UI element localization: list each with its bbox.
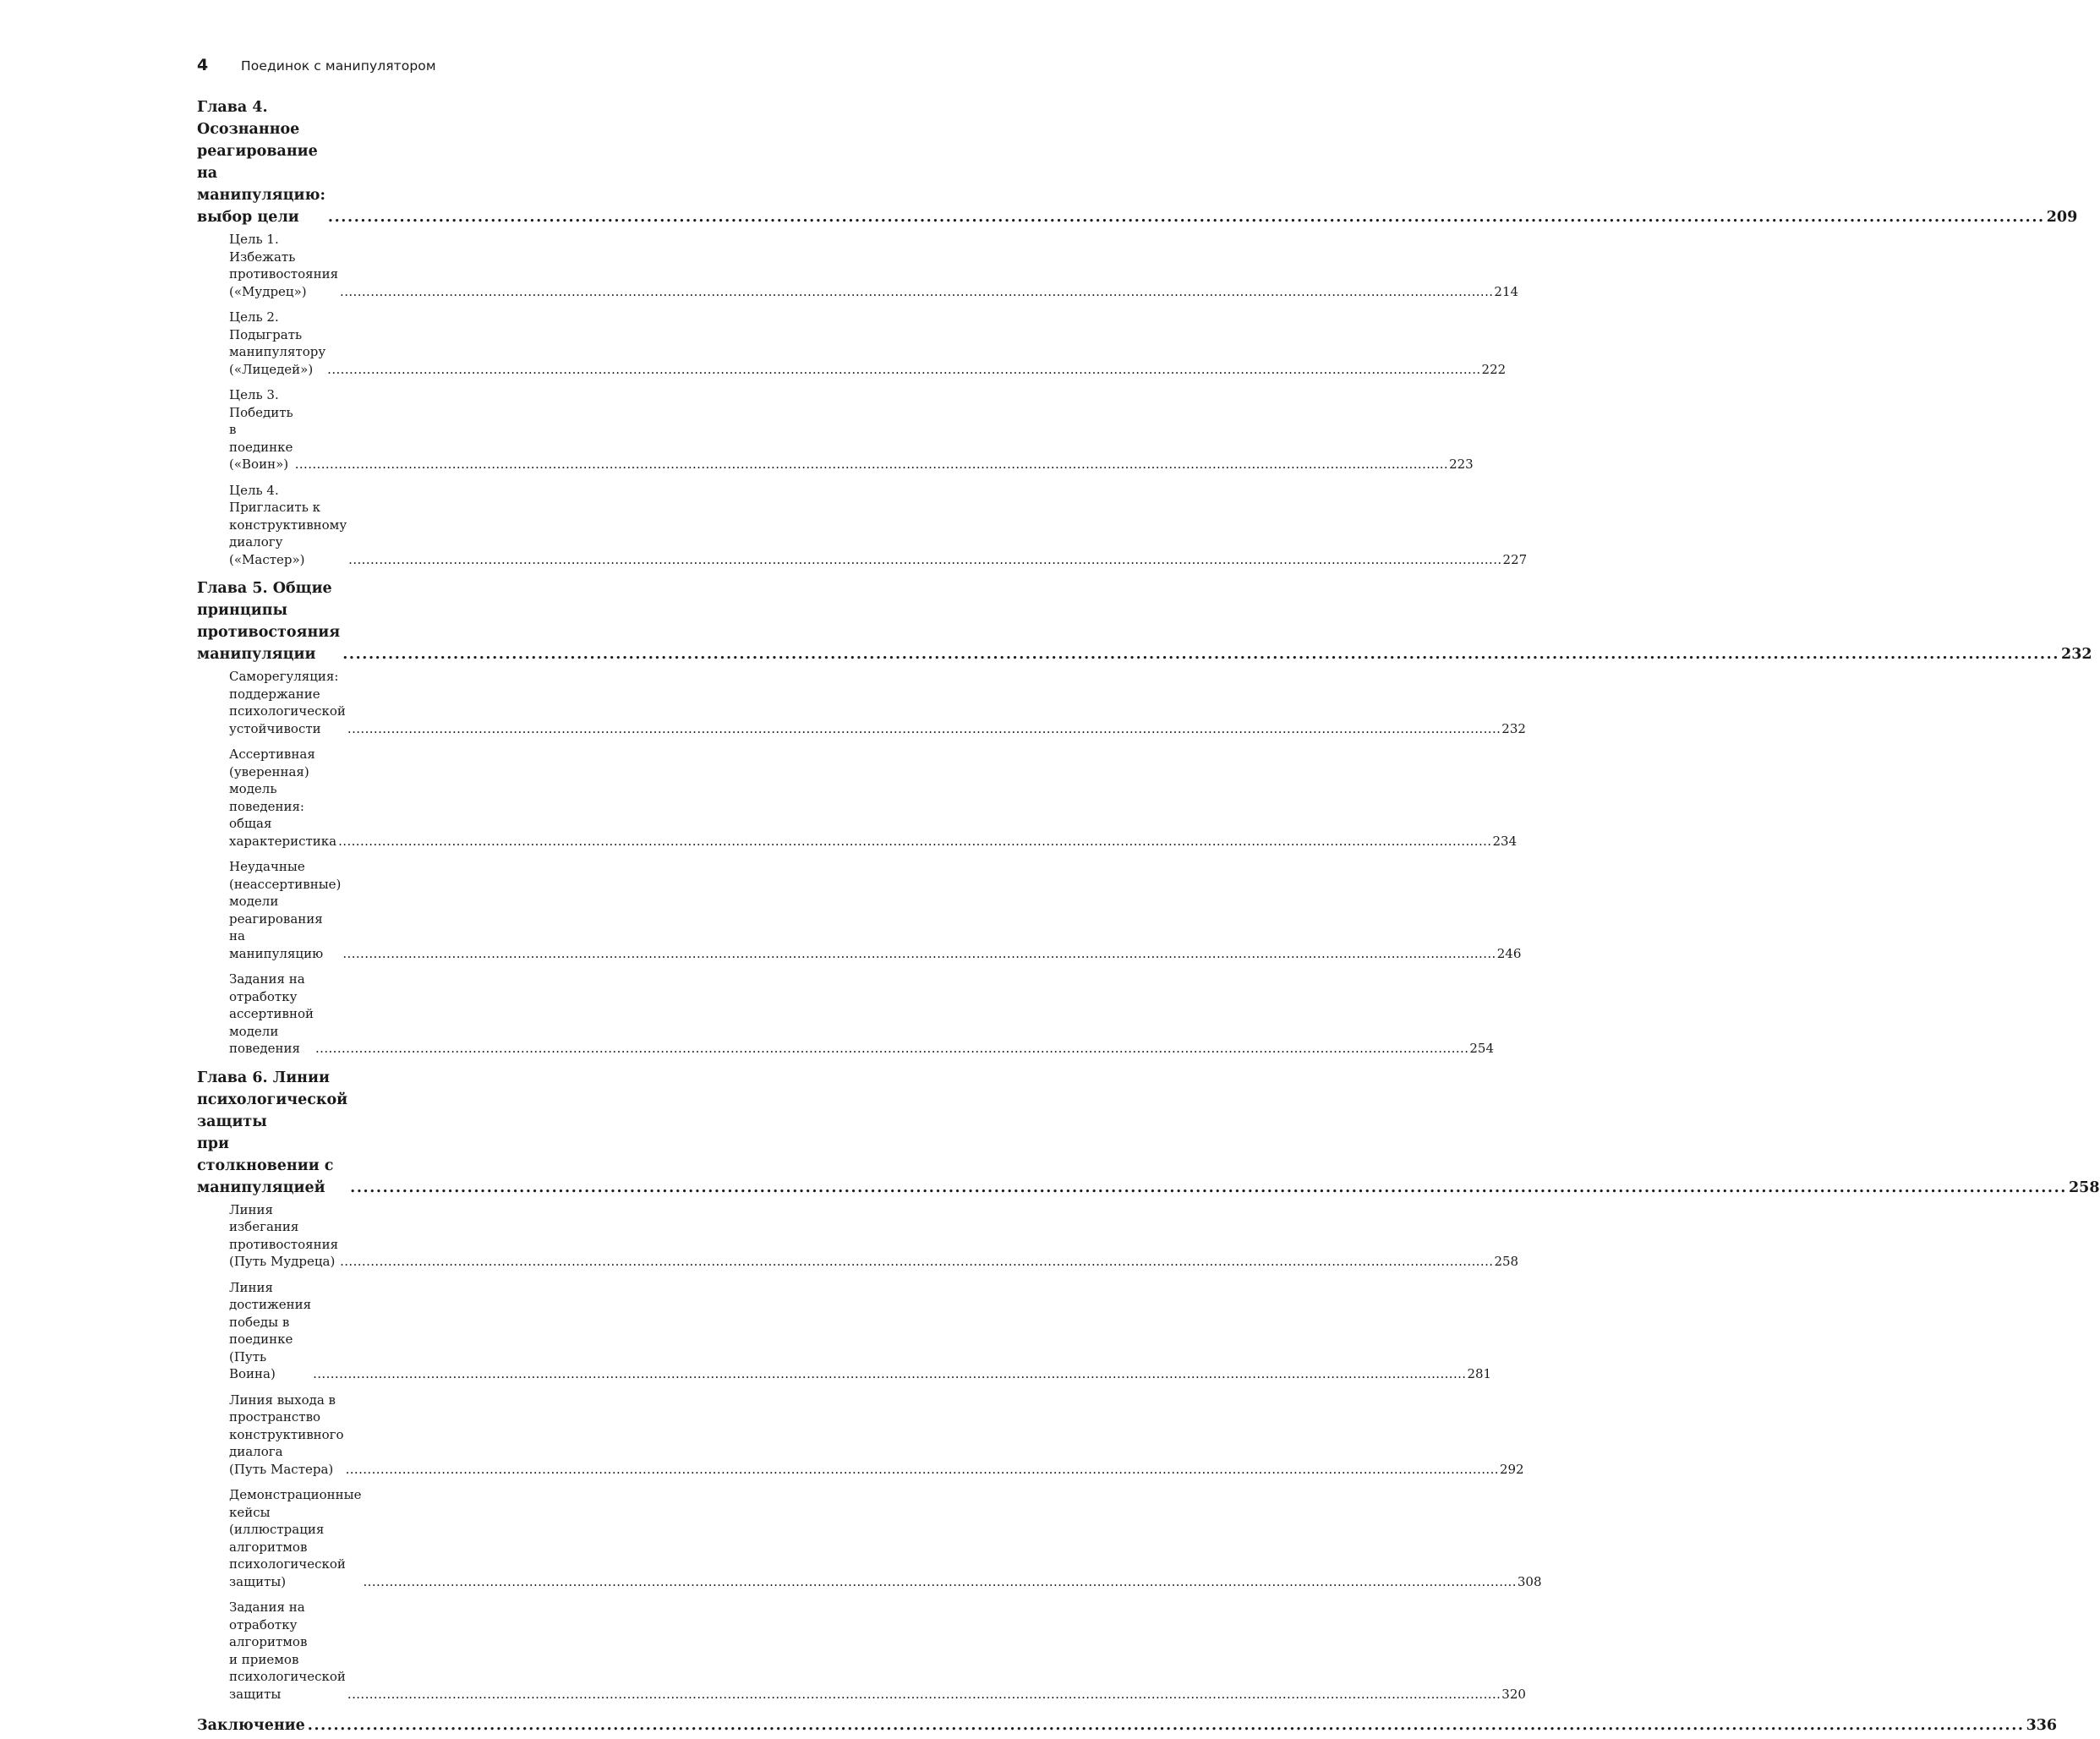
page-ref: 308 <box>1517 1573 1542 1589</box>
page-ref: 292 <box>1499 1461 1524 1477</box>
toc-section <box>229 386 1474 473</box>
toc-section <box>229 1201 1519 1271</box>
chapter-title: Глава 6. Линии психологической защиты при столкновении с манипуляцией <box>197 1069 348 1196</box>
toc-section <box>229 309 1507 378</box>
dot-leader <box>308 1714 2025 1736</box>
section-title: Цель 2. Подыграть манипулятору («Лицедей») <box>229 309 326 377</box>
toc-conclusion <box>197 1714 2058 1736</box>
section-title: Неудачные (неассертивные) модели реагирования на манипуляцию <box>229 859 342 961</box>
section-title: Цель 4. Пригласить к конструктивному диалогу («Мастер») <box>229 482 347 567</box>
toc-section <box>229 1486 1542 1590</box>
dot-leader <box>347 720 1501 738</box>
page-ref: 246 <box>1496 945 1522 961</box>
dot-leader <box>342 643 2059 665</box>
dot-leader <box>350 1177 2067 1199</box>
toc-section <box>229 231 1519 300</box>
page-ref: 281 <box>1467 1366 1492 1381</box>
section-title: Цель 3. Победить в поединке («Воин») <box>229 387 293 472</box>
dot-leader <box>328 206 2045 228</box>
page-ref: 227 <box>1502 551 1528 567</box>
toc-section <box>229 858 1522 962</box>
section-title: Линия достижения победы в поединке (Путь Воина) <box>229 1279 312 1381</box>
page-ref: 254 <box>1469 1041 1495 1056</box>
table-of-contents <box>197 96 2100 1736</box>
book-page <box>197 56 2100 1739</box>
chapter-title: Глава 5. Общие принципы противостояния манипуляции <box>197 580 341 663</box>
section-title: Цель 1. Избежать противостояния («Мудрец») <box>229 232 339 299</box>
section-title: Линия избегания противостояния (Путь Мудреца) <box>229 1201 339 1269</box>
running-title: Поединок с манипулятором <box>241 58 436 74</box>
dot-leader <box>347 1686 1501 1703</box>
page-ref: 320 <box>1501 1686 1526 1702</box>
page-ref: 336 <box>2026 1717 2058 1734</box>
section-title: Демонстрационные кейсы (иллюстрация алгоритмов психологической защиты) <box>229 1487 362 1589</box>
section-title: Ассертивная (уверенная) модель поведения: общая характеристика <box>229 746 337 849</box>
page-ref: 232 <box>2061 646 2092 663</box>
dot-leader <box>346 1461 1499 1479</box>
section-title: Линия выхода в пространство конструктивного диалога (Путь Мастера) <box>229 1392 344 1477</box>
page-ref: 223 <box>1449 457 1474 472</box>
chapter-title: Заключение <box>197 1717 305 1734</box>
dot-leader <box>313 1365 1466 1383</box>
dot-leader <box>338 833 1491 850</box>
page-ref: 258 <box>2068 1178 2100 1196</box>
page-ref: 234 <box>1492 833 1518 849</box>
dot-leader <box>315 1040 1468 1058</box>
dot-leader <box>340 1253 1493 1271</box>
page-ref: 222 <box>1481 361 1507 377</box>
toc-section <box>229 971 1495 1058</box>
dot-leader <box>327 361 1480 379</box>
toc-section <box>229 482 1528 569</box>
dot-leader <box>364 1573 1517 1591</box>
section-title: Саморегуляция: поддержание психологической устойчивости <box>229 669 346 736</box>
running-header <box>197 56 654 83</box>
page-ref: 258 <box>1494 1254 1519 1269</box>
page-ref: 232 <box>1501 720 1526 736</box>
dot-leader <box>348 551 1501 569</box>
page-number: 4 <box>197 56 209 74</box>
section-title: Задания на отработку алгоритмов и приемов психологической защиты <box>229 1600 346 1702</box>
chapter-title: Глава 4. Осознанное реагирование на манипуляцию: выбор цели <box>197 99 325 226</box>
toc-chapter-6 <box>197 1067 2100 1199</box>
page-ref: 214 <box>1494 283 1519 299</box>
page-ref: 209 <box>2046 209 2078 226</box>
toc-chapter-4 <box>197 96 2078 228</box>
toc-chapter-5 <box>197 577 2092 665</box>
toc-section <box>229 1599 1526 1703</box>
toc-section <box>229 668 1526 737</box>
section-title: Задания на отработку ассертивной модели поведения <box>229 971 314 1056</box>
toc-section <box>229 1279 1492 1383</box>
dot-leader <box>295 456 1448 473</box>
toc-section <box>229 746 1518 850</box>
dot-leader <box>342 945 1496 963</box>
toc-section <box>229 1392 1524 1479</box>
dot-leader <box>340 283 1493 301</box>
